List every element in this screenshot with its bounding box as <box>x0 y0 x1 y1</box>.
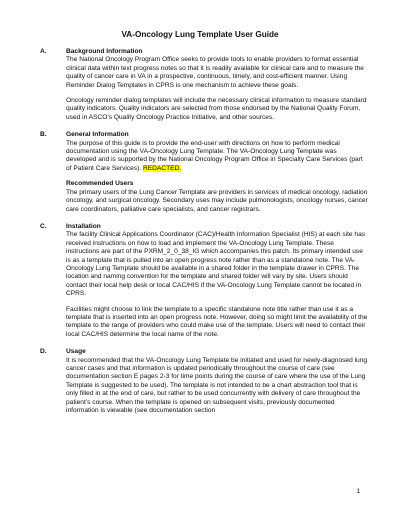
section-heading-general: General Information <box>66 131 129 139</box>
section-letter: B. <box>40 131 47 139</box>
paragraph: The primary users of the Lung Cancer Template are providers in services of medical oncology, radiation oncology, and surgical oncology. Secondary uses may include pulmonologists, oncology nurses, cancer care coordinators, palliative care specialists, and cancer registrars. <box>66 188 368 213</box>
paragraph-with-redaction <box>66 140 368 174</box>
redacted-highlight: REDACTED. <box>142 164 182 172</box>
paragraph: It is recommended that the VA-Oncology Lung Template be initiated and used for newly-diagnosed lung cancer cases and that information is updated periodically throughout the course of care (see documentation section E pages 2-3 for time points during the course of care where the use of the Lung Template is suggested to be used). The template is not intended to be a chart abstraction tool that is only filled in at the end of care, but rather to be used concurrently with delivery of care throughout the patient’s course. When the template is opened on subsequent visits, previously documented information is viewable (see documentation section <box>66 356 368 415</box>
section-letter: A. <box>40 48 47 55</box>
section-c <box>40 223 368 339</box>
page-number: 1 <box>356 488 360 495</box>
section-heading-usage: Usage <box>66 348 86 356</box>
paragraph: Oncology reminder dialog templates will include the necessary clinical information to measure standard quality indicators. Quality indicators are selected from those endorsed by the National Quality Forum, used in ASCO’s Quality Oncology Practice Initiative, and other sources. <box>66 97 367 121</box>
section-heading-background: Background Information <box>66 48 143 55</box>
paragraph: The National Oncology Program Office seeks to provide tools to enable providers to format essential clinical data within text progress notes so that it is readily available for clinical care and to measure the quality of cancer care in VA in a prospective, continuous, timely, and cost-efficient manner. Using Reminder Dialog Templates in CPRS is one mechanism to achieve these goals. <box>66 56 364 89</box>
section-letter: C. <box>40 222 47 230</box>
paragraph: The facility Clinical Applications Coordinator (CAC)/Health Information Specialist (HIS) at each site has received instructions on how to load and implement the VA-Oncology Lung Template. These instructions are part of the PXRM_2_0_38_IG which accompanies this patch. Its primary intended use is as a template that is pulled into an open progress note rather than as a standalone note. The VA-Oncology Lung Template should be available in a shared folder in the template drawer in CPRS. The location and naming convention for the template and shared folder will vary by site. Users should contact their local help desk or local CAC/HIS if the VA-Oncology Lung Template cannot be located in CPRS. <box>66 231 366 298</box>
section-b <box>40 131 368 214</box>
document-title: VA-Oncology Lung Template User Guide <box>121 30 279 39</box>
section-letter: D. <box>40 348 47 356</box>
paragraph: Facilities might choose to link the template to a specific standalone note title rather than use it as a template that is inserted into an open progress note. However, doing so might limit the availability of the template to the range of providers who could make use of the template. Users will need to contact their local CAC/HIS determine the local name of the note. <box>66 305 368 338</box>
document-body <box>40 48 368 424</box>
section-a <box>40 48 368 122</box>
paragraph-text: The purpose of this guide is to provide the end-user with directions on how to perform medical documentation using the VA-Oncology Lung Template. The VA-Oncology Lung Template was developed and is supported by the National Oncology Program Office in Specialty Care Services (part of Patient Care Services). <box>66 139 363 172</box>
subheading-recommended-users: Recommended Users <box>66 180 134 188</box>
section-heading-installation: Installation <box>66 222 101 230</box>
section-d <box>40 348 368 415</box>
